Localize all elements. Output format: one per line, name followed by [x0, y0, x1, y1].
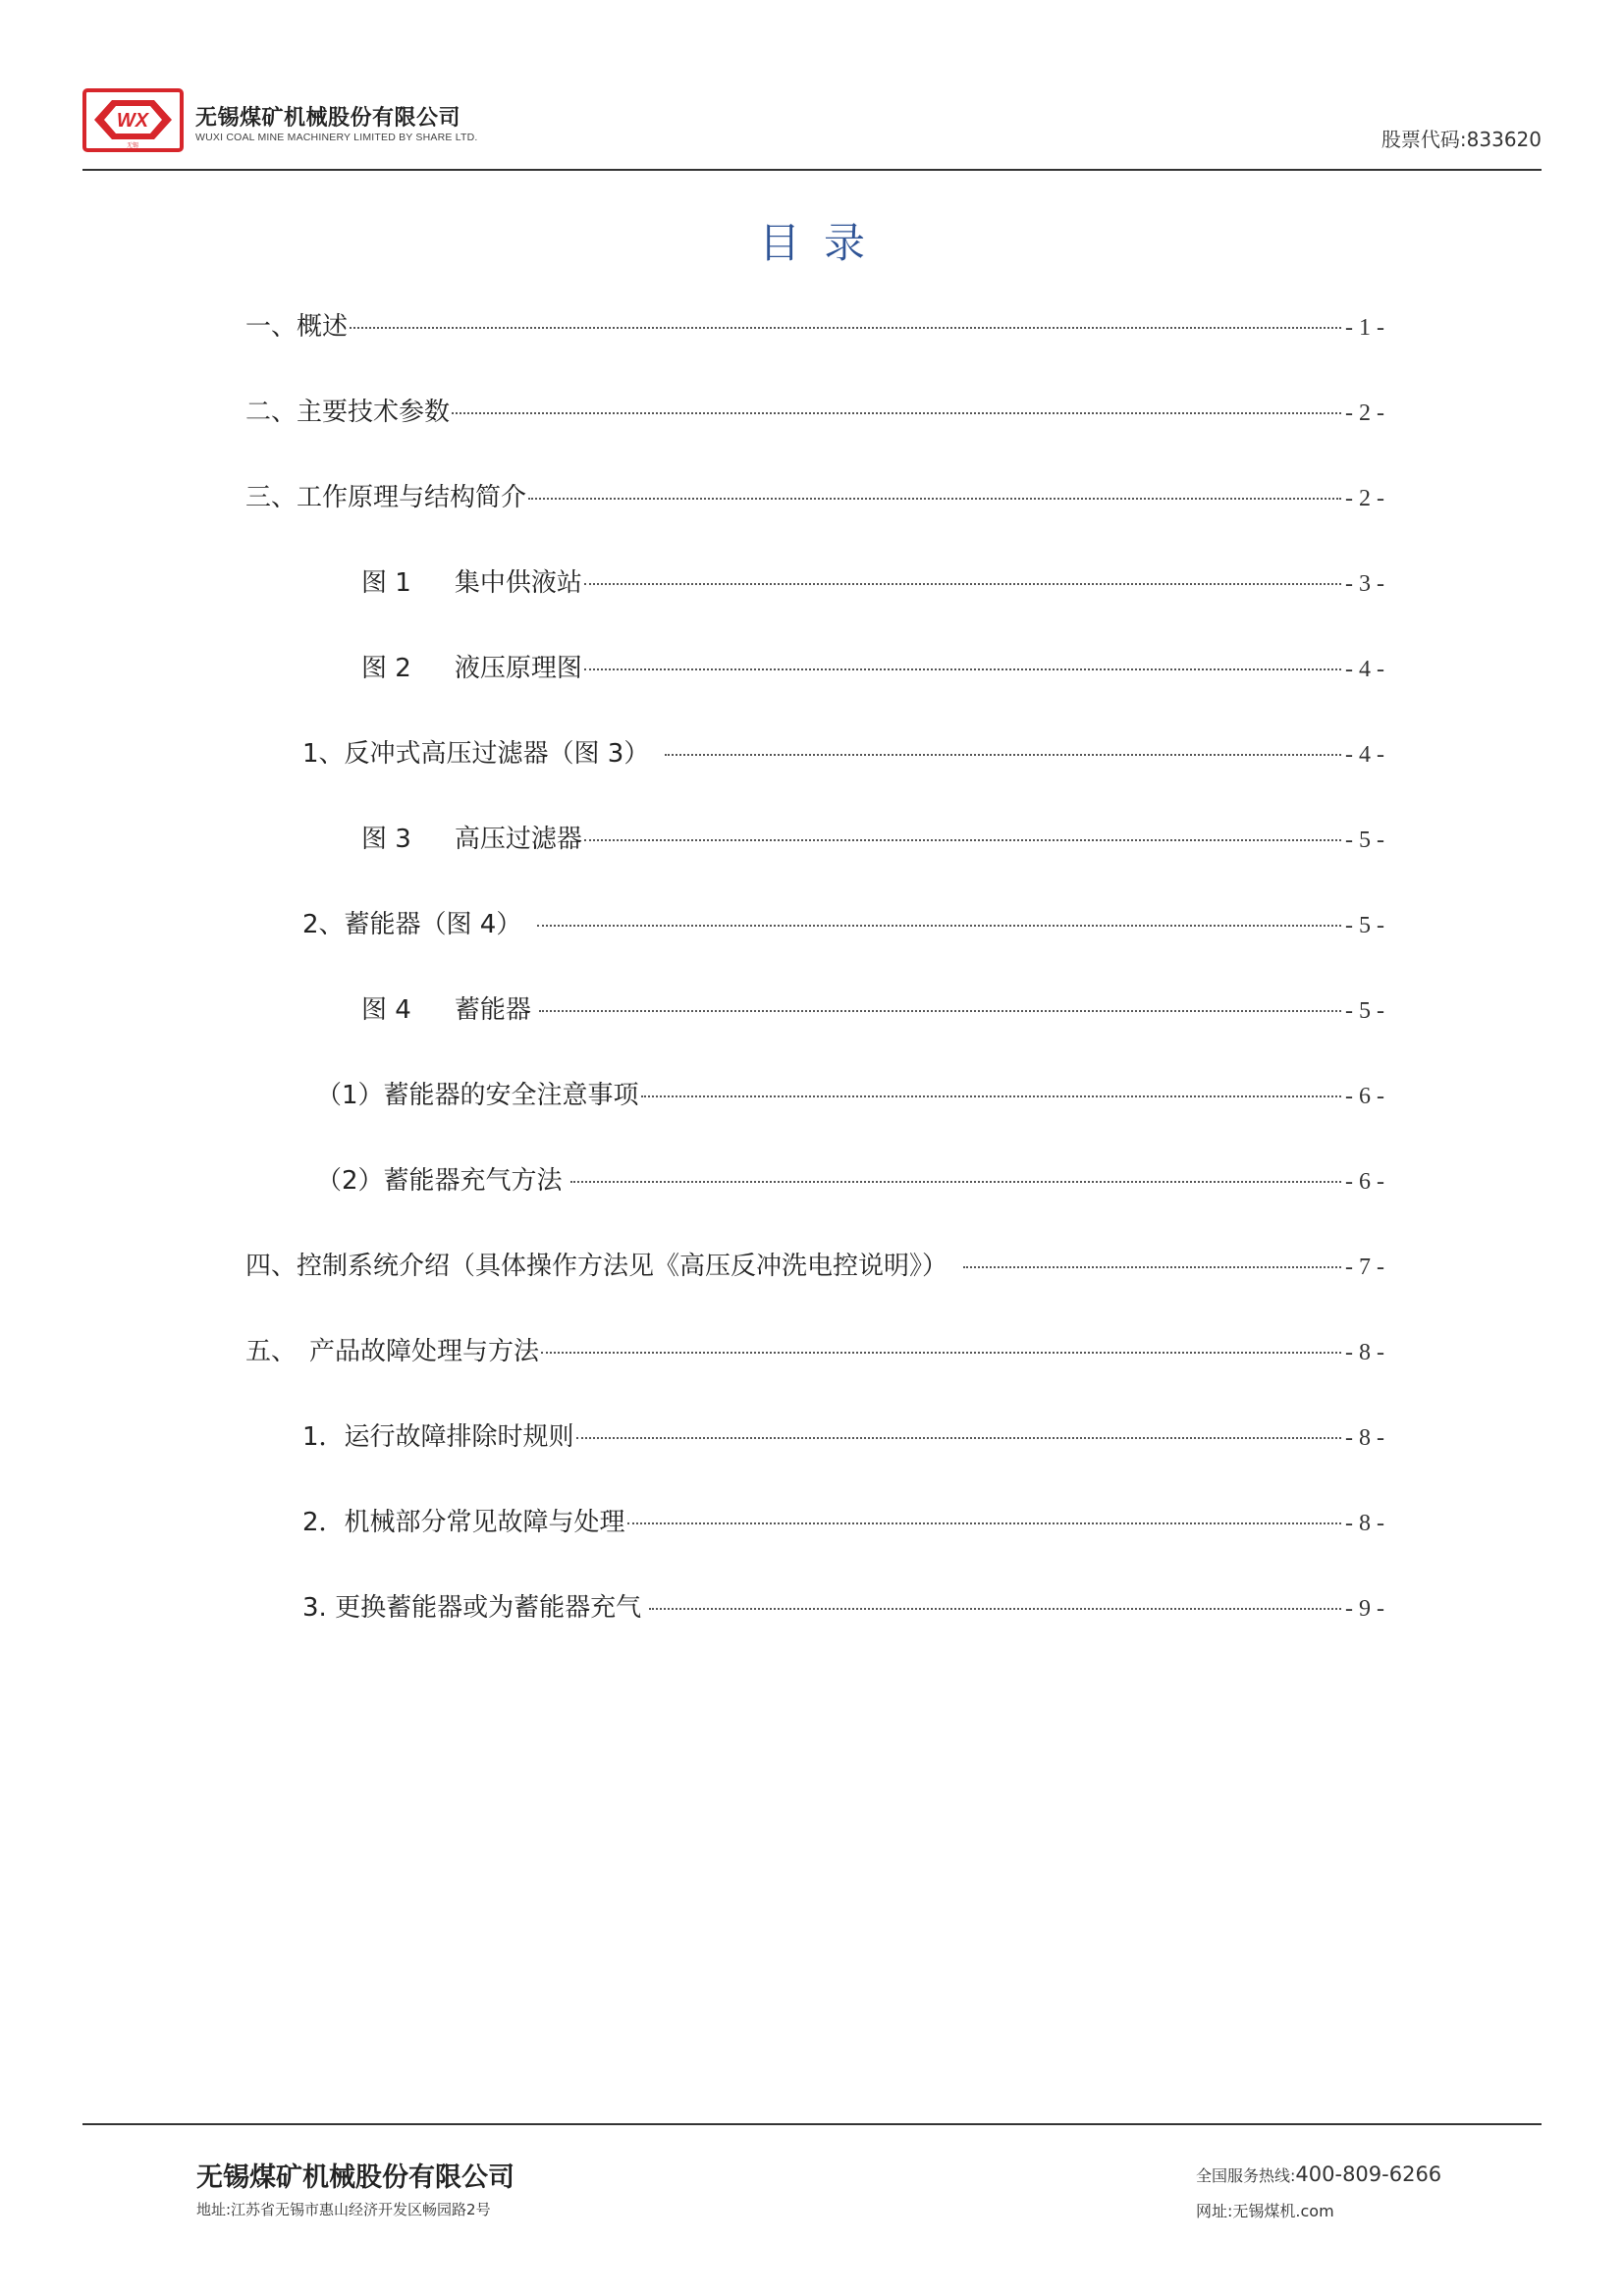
toc-entry[interactable] [245, 477, 1384, 512]
toc-entry-text: 2．机械部分常见故障与处理 [302, 1508, 625, 1537]
toc-entry-text: 1．运行故障排除时规则 [302, 1422, 574, 1452]
toc-figure-label: 图 3 [361, 825, 411, 854]
toc-entry-text: 高压过滤器 [454, 825, 582, 854]
company-name-en: WUXI COAL MINE MACHINERY LIMITED BY SHARE LTD. [195, 132, 478, 143]
toc-entry-text: 3. 更换蓄能器或为蓄能器充气 [302, 1593, 642, 1623]
toc-page-number: - 2 - [1345, 486, 1384, 511]
toc-dot-leader [528, 498, 1341, 500]
toc-entry[interactable] [361, 562, 1384, 598]
toc-entry-text: 五、 产品故障处理与方法 [245, 1337, 540, 1366]
toc-entry-text: 集中供液站 [454, 568, 582, 598]
toc-entry[interactable] [245, 1246, 1384, 1281]
toc-dot-leader [570, 1181, 1341, 1183]
toc-page-number: - 8 - [1345, 1511, 1384, 1536]
toc-entry-text: 二、主要技术参数 [245, 398, 451, 427]
toc-page-number: - 4 - [1345, 657, 1384, 682]
toc-dot-leader [963, 1266, 1341, 1268]
toc-page-number: - 6 - [1345, 1169, 1384, 1195]
toc-dot-leader [665, 754, 1341, 756]
toc-dot-leader [350, 327, 1341, 329]
toc-dot-leader [641, 1095, 1341, 1097]
toc-entry[interactable] [361, 989, 1384, 1025]
company-name-cn: 无锡煤矿机械股份有限公司 [195, 106, 461, 131]
footer-hotline-number[interactable]: 400-809-6266 [1295, 2163, 1442, 2186]
toc-page-number: - 8 - [1345, 1425, 1384, 1451]
toc-page-number: - 8 - [1345, 1340, 1384, 1365]
toc-figure-label: 图 2 [361, 654, 411, 683]
toc-dot-leader [539, 1010, 1341, 1012]
toc-dot-leader [627, 1522, 1341, 1524]
toc-entry-text: 四、控制系统介绍（具体操作方法见《高压反冲洗电控说明》） [245, 1252, 948, 1281]
toc-entry-text: 蓄能器 [454, 995, 531, 1025]
toc-dot-leader [584, 668, 1341, 670]
toc-entry[interactable] [302, 733, 1384, 769]
toc-dot-leader [584, 839, 1341, 841]
toc-page-number: - 7 - [1345, 1255, 1384, 1280]
toc-entry-text: 液压原理图 [454, 654, 582, 683]
footer-hotline [1196, 2163, 1441, 2186]
footer-company-name: 无锡煤矿机械股份有限公司 [196, 2163, 514, 2193]
footer-address: 地址:江苏省无锡市惠山经济开发区畅园路2号 [196, 2201, 491, 2218]
toc-entry-text: 三、工作原理与结构简介 [245, 483, 527, 512]
toc-page-number: - 3 - [1345, 571, 1384, 597]
toc-entry[interactable] [245, 392, 1384, 427]
footer-hotline-label: 全国服务热线: [1196, 2166, 1296, 2185]
toc-entry[interactable] [302, 1502, 1384, 1537]
toc-dot-leader [649, 1608, 1341, 1610]
toc-page-number: - 5 - [1345, 998, 1384, 1024]
toc-dot-leader [452, 412, 1341, 414]
toc-page-number: - 9 - [1345, 1596, 1384, 1622]
logo-subtext: 无锡 [126, 142, 139, 149]
toc-figure-label: 图 4 [361, 995, 411, 1025]
toc-figure-label: 图 1 [361, 568, 411, 598]
toc-page-number: - 1 - [1345, 315, 1384, 341]
company-logo [82, 88, 184, 152]
footer-divider [82, 2123, 1542, 2125]
toc-entry-text: 2、蓄能器（图 4） [302, 910, 522, 939]
toc-entry[interactable] [361, 648, 1384, 683]
toc-entry[interactable] [361, 819, 1384, 854]
toc-entry[interactable] [302, 1416, 1384, 1452]
toc-dot-leader [584, 583, 1341, 585]
toc-page-number: - 5 - [1345, 828, 1384, 853]
toc-page-number: - 5 - [1345, 913, 1384, 938]
toc-dot-leader [576, 1437, 1341, 1439]
stock-code: 股票代码:833620 [1380, 128, 1542, 151]
toc-page-number: - 4 - [1345, 742, 1384, 768]
header-divider [82, 169, 1542, 171]
logo-text: WX [116, 110, 149, 132]
toc-entry[interactable] [316, 1075, 1384, 1110]
toc-page-number: - 6 - [1345, 1084, 1384, 1109]
page-title: 目录 [758, 219, 889, 267]
toc-dot-leader [537, 925, 1341, 927]
footer-website[interactable]: 网址:无锡煤机.com [1196, 2202, 1334, 2220]
toc-entry-text: （1）蓄能器的安全注意事项 [316, 1081, 639, 1110]
toc-entry[interactable] [302, 904, 1384, 939]
toc-entry[interactable] [316, 1160, 1384, 1196]
toc-entry-text: 一、概述 [245, 312, 349, 342]
toc-dot-leader [541, 1352, 1341, 1354]
toc-page-number: - 2 - [1345, 400, 1384, 426]
toc-entry[interactable] [302, 1587, 1384, 1623]
toc-entry[interactable] [245, 1331, 1384, 1366]
toc-entry-text: 1、反冲式高压过滤器（图 3） [302, 739, 650, 769]
toc-entry-text: （2）蓄能器充气方法 [316, 1166, 563, 1196]
toc-entry[interactable] [245, 306, 1384, 342]
